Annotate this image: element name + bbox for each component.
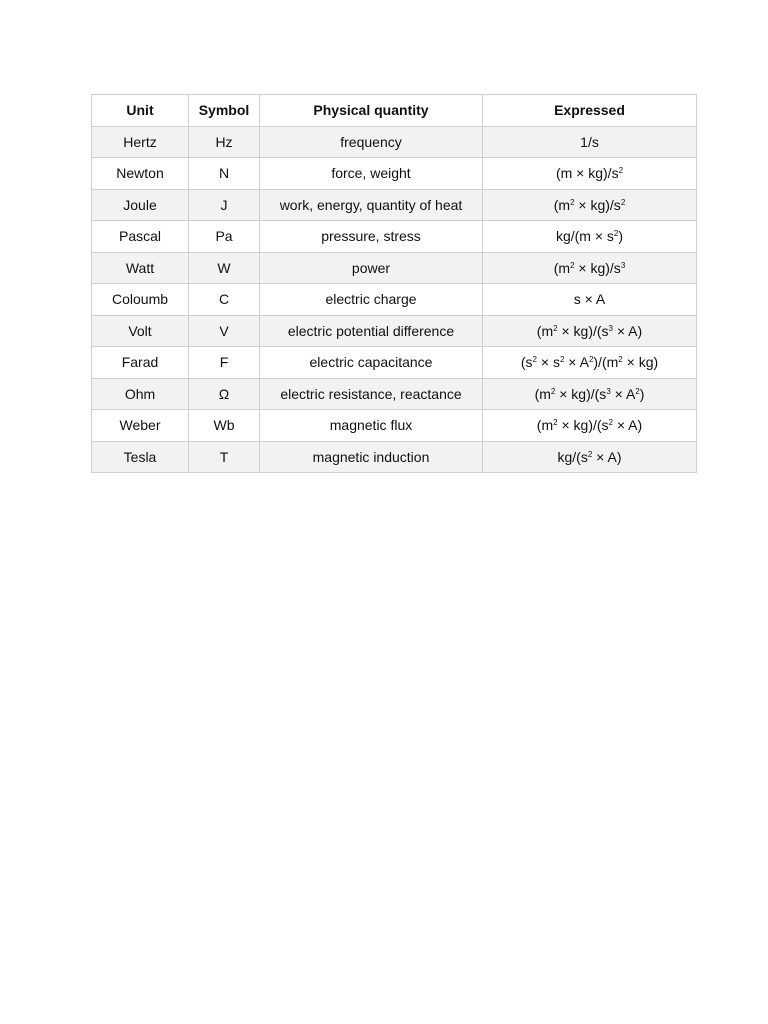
cell-expressed: $(m^2 \times kg)/(s^3 \times A)$ <box>483 315 697 347</box>
cell-unit: Farad <box>92 347 189 379</box>
cell-unit: Watt <box>92 252 189 284</box>
cell-quantity: power <box>260 252 483 284</box>
cell-symbol: T <box>189 441 260 473</box>
cell-quantity: electric resistance, reactance <box>260 378 483 410</box>
table-row <box>92 378 697 410</box>
cell-unit: Pascal <box>92 221 189 253</box>
cell-symbol: W <box>189 252 260 284</box>
cell-expressed: $(m^2 \times kg)/s^2$ <box>483 189 697 221</box>
cell-symbol: C <box>189 284 260 316</box>
cell-unit: Hertz <box>92 126 189 158</box>
cell-symbol: F <box>189 347 260 379</box>
table-header <box>92 95 697 127</box>
table-row <box>92 347 697 379</box>
cell-symbol: Ω <box>189 378 260 410</box>
cell-quantity: electric charge <box>260 284 483 316</box>
cell-symbol: Pa <box>189 221 260 253</box>
cell-expressed: $(m^2 \times kg)/s^3$ <box>483 252 697 284</box>
cell-unit: Newton <box>92 158 189 190</box>
header-expressed: Expressed <box>483 95 697 127</box>
table-row <box>92 221 697 253</box>
cell-expressed: $(s^2 \times s^2 \times A^2)/(m^2 \times kg)$ <box>483 347 697 379</box>
table-row <box>92 158 697 190</box>
cell-unit: Volt <box>92 315 189 347</box>
cell-expressed: $kg/(m \times s^2)$ <box>483 221 697 253</box>
cell-quantity: frequency <box>260 126 483 158</box>
cell-expressed: $(m \times kg)/s^2$ <box>483 158 697 190</box>
cell-quantity: pressure, stress <box>260 221 483 253</box>
cell-quantity: electric potential difference <box>260 315 483 347</box>
cell-expressed: $(m^2 \times kg)/(s^2 \times A)$ <box>483 410 697 442</box>
cell-unit: Coloumb <box>92 284 189 316</box>
cell-symbol: V <box>189 315 260 347</box>
table-row <box>92 126 697 158</box>
cell-unit: Ohm <box>92 378 189 410</box>
cell-symbol: J <box>189 189 260 221</box>
header-unit: Unit <box>92 95 189 127</box>
cell-quantity: work, energy, quantity of heat <box>260 189 483 221</box>
table-row <box>92 284 697 316</box>
header-row <box>92 95 697 127</box>
table-row <box>92 441 697 473</box>
cell-expressed: $(m^2 \times kg)/(s^3 \times A^2)$ <box>483 378 697 410</box>
cell-expressed: 1/s <box>483 126 697 158</box>
cell-symbol: Wb <box>189 410 260 442</box>
table-row <box>92 315 697 347</box>
table-row <box>92 410 697 442</box>
header-physical-quantity: Physical quantity <box>260 95 483 127</box>
cell-unit: Joule <box>92 189 189 221</box>
cell-symbol: N <box>189 158 260 190</box>
cell-quantity: electric capacitance <box>260 347 483 379</box>
cell-expressed: s × A <box>483 284 697 316</box>
cell-symbol: Hz <box>189 126 260 158</box>
cell-quantity: magnetic induction <box>260 441 483 473</box>
si-units-table <box>91 94 697 473</box>
table-body <box>92 126 697 473</box>
header-symbol: Symbol <box>189 95 260 127</box>
cell-unit: Tesla <box>92 441 189 473</box>
cell-quantity: magnetic flux <box>260 410 483 442</box>
cell-expressed: $kg/(s^2 \times A)$ <box>483 441 697 473</box>
table-row <box>92 252 697 284</box>
table-row <box>92 189 697 221</box>
cell-quantity: force, weight <box>260 158 483 190</box>
cell-unit: Weber <box>92 410 189 442</box>
